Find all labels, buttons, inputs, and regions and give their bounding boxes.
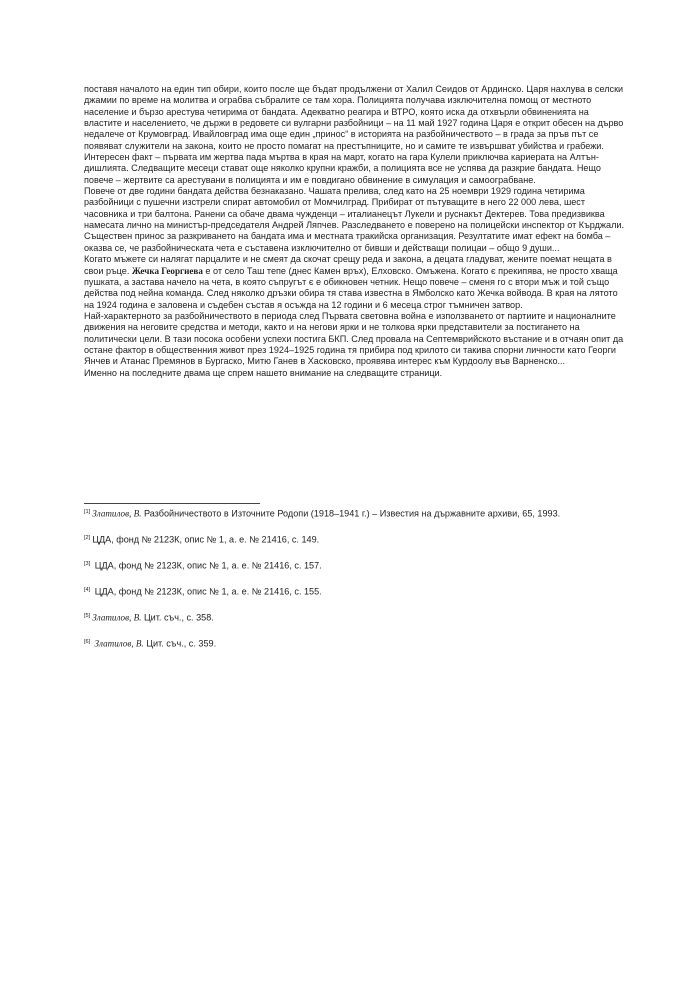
footnote-author: Златилов, В.: [92, 612, 142, 623]
paragraph-2: Повече от две години бандата действа безнаказано. Чашата прелива, след като на 25 ноември 1929 година четирима разбойници с пушечни изстрели спират автомобил от Момчилград. Прибират от пътуващите в него 22 000 лева, шест часовника и три балтона. Ранени са обаче двама чужденци – италианецът Лукели и руснакът Дектерев. Това предизвиква намесата лично на министър-председателя Андрей Ляпчев. Разследването е поверено на полицейски инспектор от Кърджали. Съществен принос за разкриването на бандата има и местната тракийска организация. Резултатите имат ефект на бомба – оказва се, че разбойническата чета е съставена изключително от бивши и действащи полицаи – общо 9 души...: [84, 186, 624, 253]
paragraph-3-end: е от село Таш тепе (днес Камен връх), Елховско. Омъжена. Когато є прекипява, не просто хваща пушката, а застава начело на чета, в която съпругът є е обикновен четник. Нещо повече – сменя го с втори мъж и той също действа под нейна команда. След няколко дръзки обира тя става известна в Ямболско като Жечка войвода. В края на лятото на 1924 година е заловена и съдебен състав я осъжда на 12 години и 6 месеца строг тъмничен затвор.: [84, 265, 618, 310]
footnote-text: Цит. съч., с. 359.: [143, 638, 217, 649]
footnote-1: [84, 507, 564, 520]
footnote-number[interactable]: [6]: [84, 639, 91, 646]
footnote-text: ЦДА, фонд № 2123К, опис № 1, а. е. № 21416, с. 157.: [92, 560, 322, 571]
footnote-3: [84, 559, 564, 572]
footnote-separator: [84, 503, 260, 504]
person-name: Жечка Георгиева: [131, 265, 203, 276]
footnote-2: [84, 533, 564, 546]
footnote-number[interactable]: [1]: [84, 509, 91, 515]
main-text: [84, 84, 624, 379]
footnote-author: Златилов, В.: [92, 638, 144, 649]
footnote-number[interactable]: [3]: [84, 561, 91, 568]
paragraph-3-start: Когато мъжете си налягат парцалите и не смеят да скочат срещу реда и закона, а децата гладуват, жените поемат нещата в свои ръце.: [84, 254, 612, 276]
paragraph-1: поставя началото на един тип обири, които после ще бъдат продължени от Халил Сеидов от Ардинско. Царя нахлува в селски джамии по време на молитва и ограбва събралите се там хора. Полицията получава изключителна помощ от местното население и бързо арестува четирима от бандата. Адекватно реагира и ВТРО, която иска да отхвърли обвиненията на властите и населението, че държи в редовете си вулгарни разбойници – на 11 май 1927 година Царя е открит обесен на дърво недалече от Крумовград. Ивайловград има още един „принос“ в историята на разбойничеството – в града за пръв път се появяват служители на закона, които не просто помагат на престъпниците, но и самите те извършват убийства и грабежи. Интересен факт – първата им жертва пада мъртва в края на март, когато на гара Кулели приключва кариерата на Алтън-дишлията. Следващите месеци стават още няколко крупни кражби, а полицията все не успява да разкрие бандата. Нещо повече – жертвите са арестувани в полицията и им е повдигано обвинение в симулация и самоограбване.: [84, 84, 624, 185]
paragraph-5: Именно на последните двама ще спрем нашето внимание на следващите страници.: [84, 367, 443, 378]
paragraph-3: [84, 254, 624, 311]
footnotes: [84, 507, 564, 664]
footnote-number[interactable]: [2]: [84, 535, 91, 542]
footnote-text: ЦДА, фонд № 2123К, опис № 1, а. е. № 21416, с. 149.: [92, 534, 320, 545]
paragraph-4: Най-характерното за разбойничеството в периода след Първата световна война е използването от партиите и националните движения на неговите средства и методи, както и на негови ярки и не толкова ярки представители за постигането на политически цели. В тази посока особени успехи постига БКП. След провала на Септемврийското въстание и в отчаян опит да остане фактор в общественния живот през 1924–1925 година тя прибира под крилото си такива спорни личности като Георги Янчев и Атанас Премянов в Бургаско, Митю Ганев в Хасковско, проявява интерес към Курдоолу във Варненско...: [84, 310, 624, 367]
footnote-text: Разбойничеството в Източните Родопи (1918–1941 г.) – Известия на държавните архиви, 65, 1993.: [141, 508, 561, 519]
footnote-5: [84, 611, 564, 624]
footnote-author: Златилов, В.: [92, 508, 142, 519]
footnote-text: ЦДА, фонд № 2123К, опис № 1, а. е. № 21416, с. 155.: [92, 586, 322, 597]
footnote-number[interactable]: [5]: [84, 613, 91, 620]
footnote-number[interactable]: [4]: [84, 587, 91, 594]
footnote-6: [84, 637, 564, 650]
footnote-4: [84, 585, 564, 598]
footnote-text: Цит. съч., с. 358.: [141, 612, 214, 623]
